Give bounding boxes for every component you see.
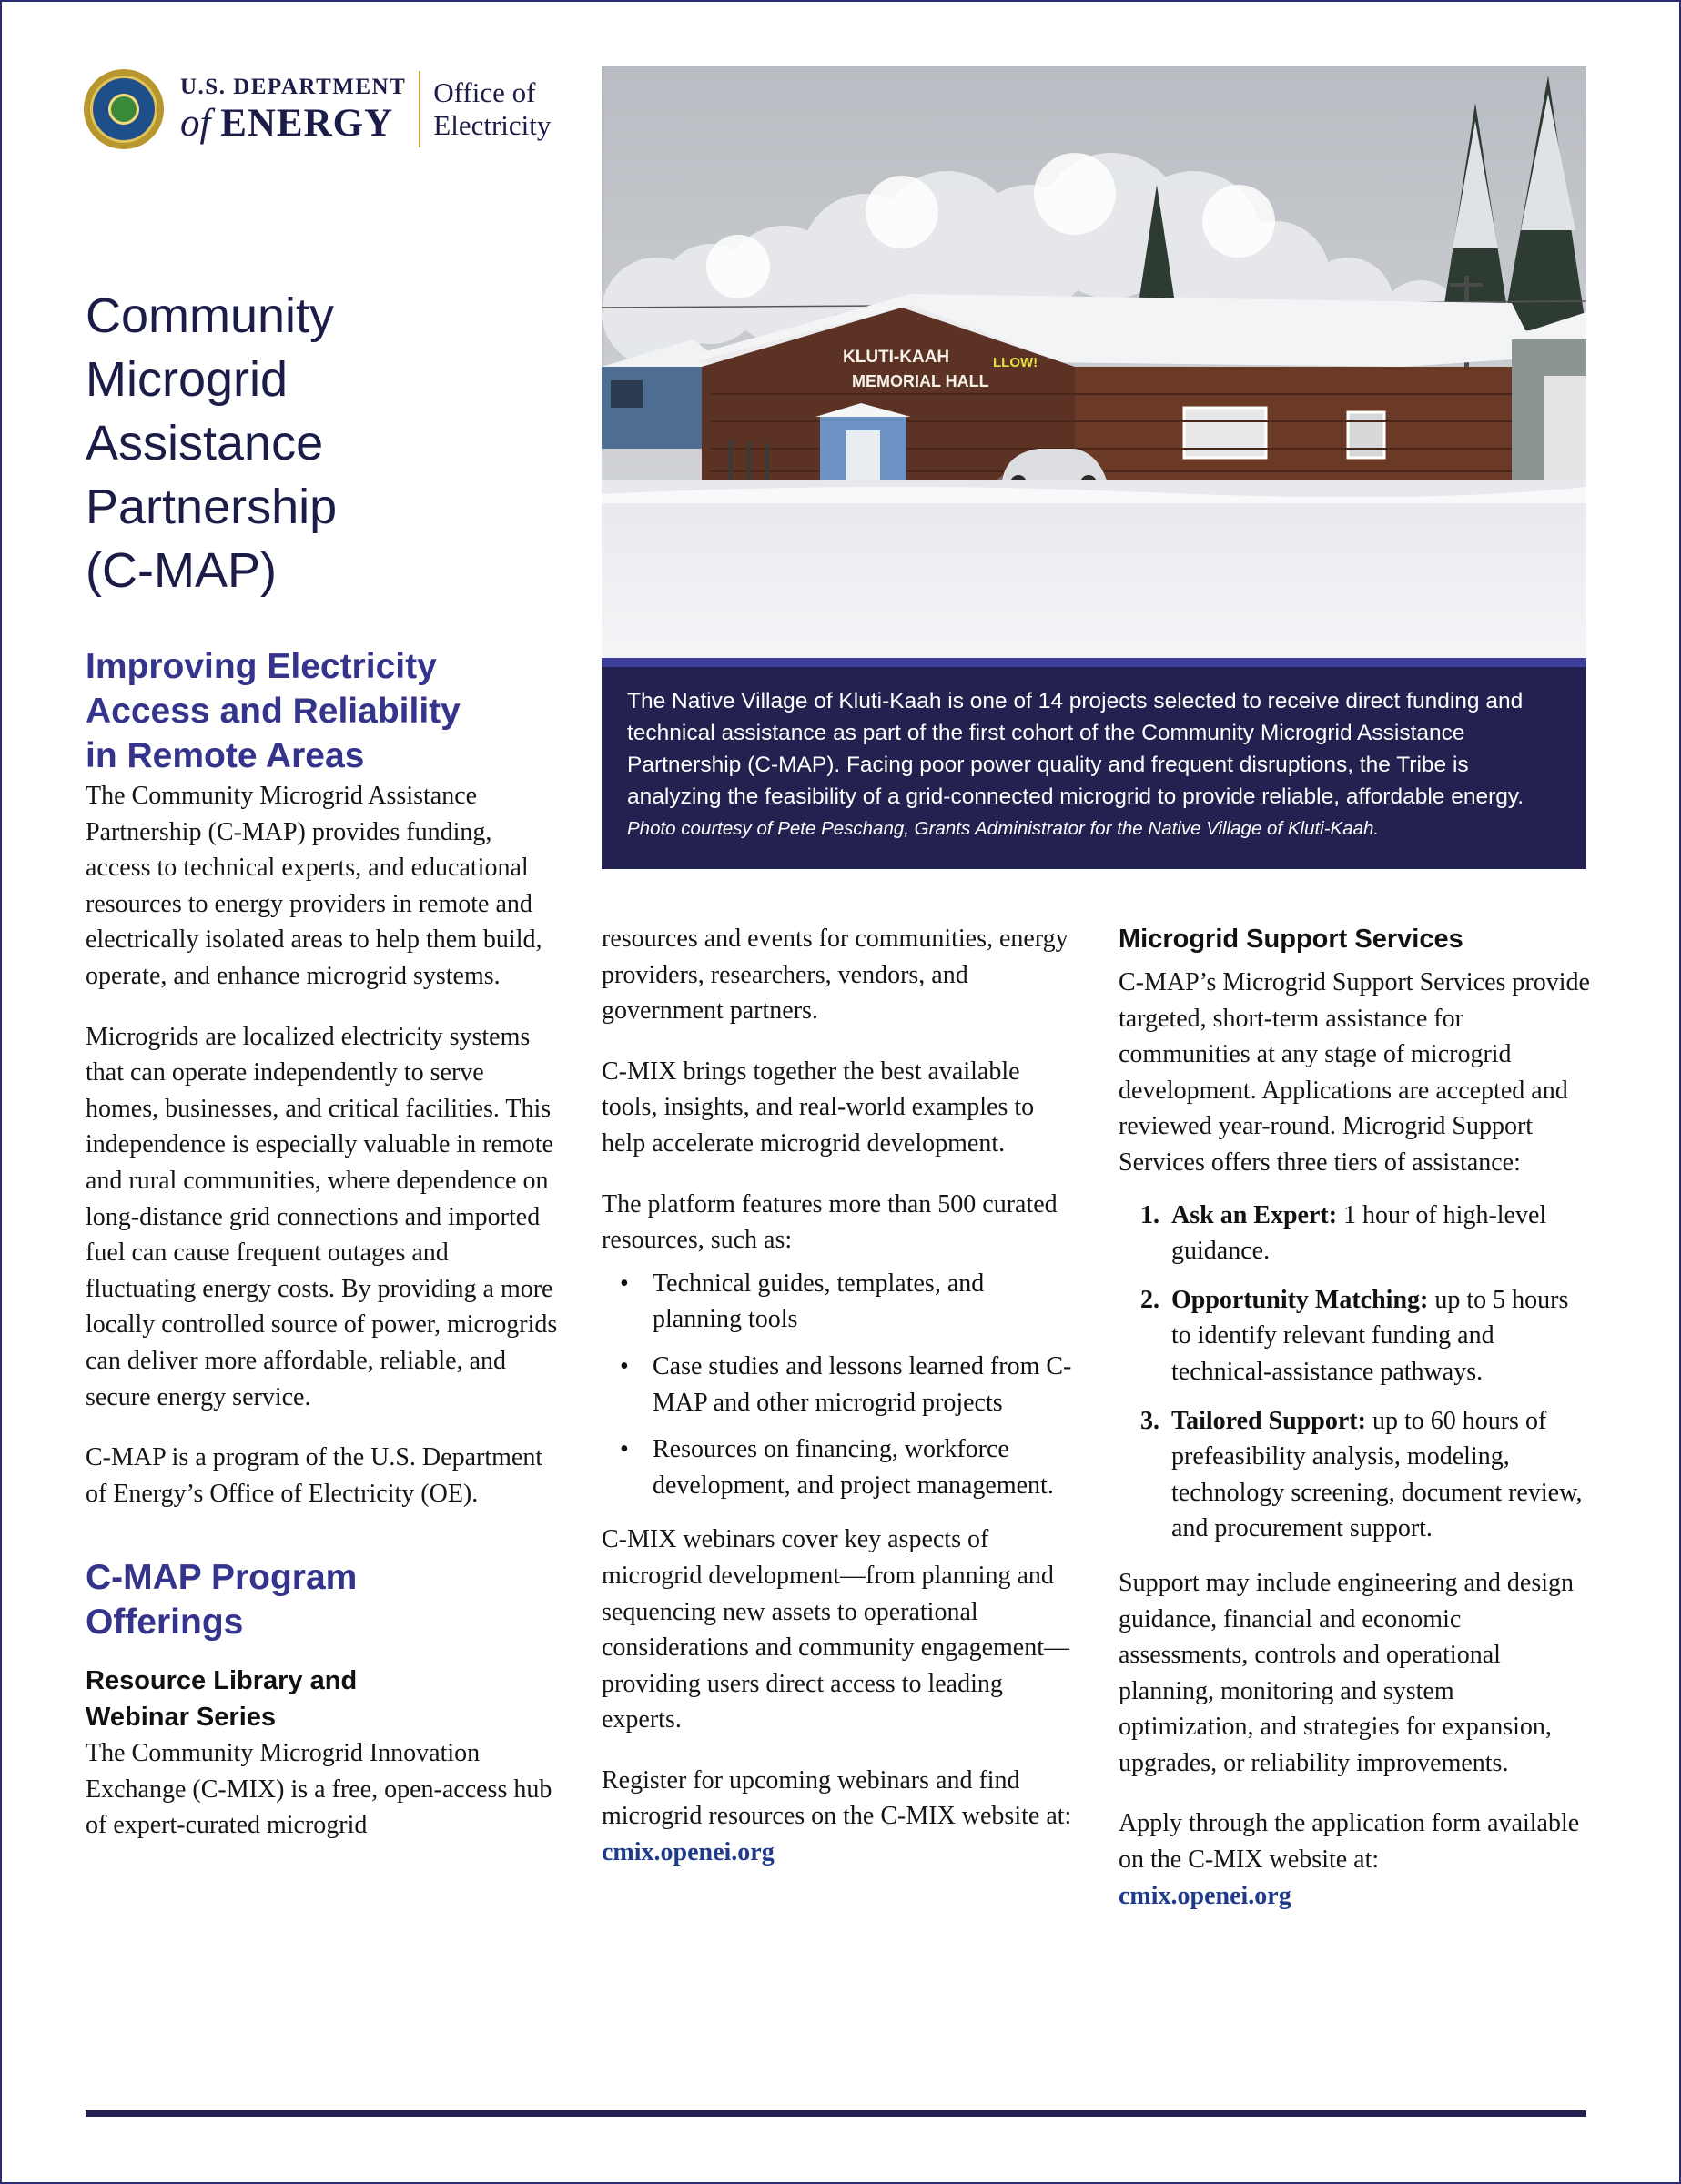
tier-text: up to 5 hours to identify relevant funding and technical-assistance pathways.: [1171, 1285, 1569, 1386]
logo-of: of: [180, 102, 211, 145]
title-line: Community: [86, 288, 335, 343]
tier-number: 2.: [1140, 1285, 1159, 1314]
middle-column: [602, 921, 1075, 1871]
cmix-link[interactable]: cmix.openei.org: [602, 1838, 775, 1867]
section-title-line: Offerings: [86, 1603, 244, 1643]
intro-paragraph: The Community Microgrid Assistance Partnership (C-MAP) provides funding, access to technical experts, and educational resources to energy providers in remote and electrically isolated areas to help them build, operate, and enhance microgrid systems.: [86, 782, 542, 990]
sign-kluti-kaah: KLUTI-KAAH: [843, 348, 950, 367]
logo-energy: ENERGY: [220, 102, 394, 145]
logo-divider: [419, 71, 420, 147]
cmix-link[interactable]: cmix.openei.org: [1119, 1881, 1291, 1910]
doe-logo: [84, 64, 551, 155]
register-text: Register for upcoming webinars and find microgrid resources on the C-MIX website at:: [602, 1765, 1072, 1831]
logo-line-energy: [180, 104, 406, 143]
tier-label: Tailored Support:: [1171, 1406, 1366, 1435]
apply-link-line: [1119, 1878, 1592, 1915]
title-line: Partnership: [86, 480, 338, 534]
bottom-rule: [86, 2110, 1586, 2117]
support-scope-paragraph: Support may include engineering and design guidance, financial and economic assessments, controls and operational planning, monitoring and system optimization, and strategies for expansion, upgrades, or reliability improvements.: [1119, 1568, 1574, 1777]
program-paragraph: C-MAP is a program of the U.S. Department of Energy’s Office of Electricity (OE).: [86, 1443, 543, 1508]
title-line: Assistance: [86, 416, 324, 470]
register-paragraph: [602, 1763, 1075, 1871]
photo-caption: [602, 667, 1586, 869]
page-title: [86, 284, 559, 602]
caption-text: The Native Village of Kluti-Kaah is one of 14 projects selected to receive direct funding and technical assistance as part of the first cohort of the Community Microgrid Assistance Partnership (C-MAP). Facing poor power quality and frequent disruptions, the Tribe is analyzing the feasibility of a grid-connected microgrid to provide reliable, affordable energy.: [627, 689, 1524, 809]
logo-office-line2: Electricity: [433, 109, 552, 141]
cmix-continued-paragraph: resources and events for communities, energy providers, researchers, vendors, and government partners.: [602, 925, 1068, 1026]
title-line: (C-MAP): [86, 543, 277, 598]
platform-paragraph: The platform features more than 500 curated resources, such as:: [602, 1189, 1058, 1255]
cmix-tools-paragraph: C-MIX brings together the best available tools, insights, and real-world examples to help accelerate microgrid development.: [602, 1057, 1035, 1158]
photo-accent-strip: [602, 658, 1586, 667]
subtitle-line: in Remote Areas: [86, 736, 365, 775]
subheading-line: Resource Library and: [86, 1666, 358, 1696]
logo-department-name: [180, 76, 406, 143]
right-column: [1119, 921, 1592, 1914]
list-item: • Case studies and lessons learned from C-MAP and other microgrid projects: [618, 1349, 1075, 1421]
resource-list: [602, 1266, 1075, 1504]
section-title-offerings: [86, 1555, 559, 1644]
tier-text: 1 hour of high-level guidance.: [1171, 1200, 1547, 1266]
logo-office-name: [433, 76, 551, 142]
subheading-support-services: Microgrid Support Services: [1119, 925, 1463, 954]
tier-label: Ask an Expert:: [1171, 1200, 1338, 1229]
subheading-line: Webinar Series: [86, 1703, 277, 1733]
logo-office-line1: Office of: [433, 76, 536, 108]
memorial-hall-photo: [602, 66, 1586, 658]
microgrids-paragraph: Microgrids are localized electricity systems that can operate independently to serve homes, businesses, and critical facilities. This independence is especially valuable in remote and rural communities, where dependence on long-distance grid connections and imported fuel can cause frequent outages and fluctuating energy costs. By providing a more locally controlled source of power, microgrids can deliver more affordable, reliable, and secure energy service.: [86, 1022, 558, 1411]
webinars-paragraph: C-MIX webinars cover key aspects of microgrid development—from planning and sequencing new assets to operational considerations and community engagement—providing users direct access to leading experts.: [602, 1525, 1069, 1734]
cmix-intro-paragraph: The Community Microgrid Innovation Exchange (C-MIX) is a free, open-access hub of expert-curated microgrid: [86, 1739, 552, 1840]
list-item: • Technical guides, templates, and planning tools: [618, 1266, 1075, 1338]
tier-text: up to 60 hours of prefeasibility analysis, modeling, technology screening, document review, and procurement support.: [1171, 1406, 1583, 1543]
title-line: Microgrid: [86, 352, 289, 407]
apply-paragraph: Apply through the application form available on the C-MIX website at:: [1119, 1809, 1580, 1875]
caption-credit: Photo courtesy of Pete Peschang, Grants Administrator for the Native Village of Kluti-Kaah.: [627, 818, 1380, 839]
subtitle-line: Access and Reliability: [86, 692, 461, 731]
list-item: [1140, 1282, 1592, 1390]
page-subtitle: [86, 644, 559, 778]
tier-list: [1119, 1198, 1592, 1547]
subtitle-line: Improving Electricity: [86, 647, 437, 686]
list-item: • Resources on financing, workforce development, and project management.: [618, 1431, 1075, 1503]
tier-number: 3.: [1140, 1406, 1159, 1435]
subheading-resource-library: [86, 1663, 559, 1735]
section-title-line: C-MAP Program: [86, 1558, 358, 1598]
sign-llow: LLOW!: [993, 355, 1038, 370]
sign-memorial-hall: MEMORIAL HALL: [852, 372, 989, 390]
left-column: [86, 284, 559, 1844]
logo-line-department: U.S. DEPARTMENT: [180, 75, 407, 99]
list-item: [1140, 1403, 1592, 1547]
support-intro-paragraph: C-MAP’s Microgrid Support Services provide targeted, short-term assistance for communities at any stage of microgrid development. Applications are accepted and reviewed year-round. Microgrid Support Services offers three tiers of assistance:: [1119, 968, 1590, 1177]
tier-label: Opportunity Matching:: [1171, 1285, 1429, 1314]
list-item: [1140, 1198, 1592, 1269]
doe-seal-icon: [84, 69, 164, 149]
tier-number: 1.: [1140, 1200, 1159, 1229]
